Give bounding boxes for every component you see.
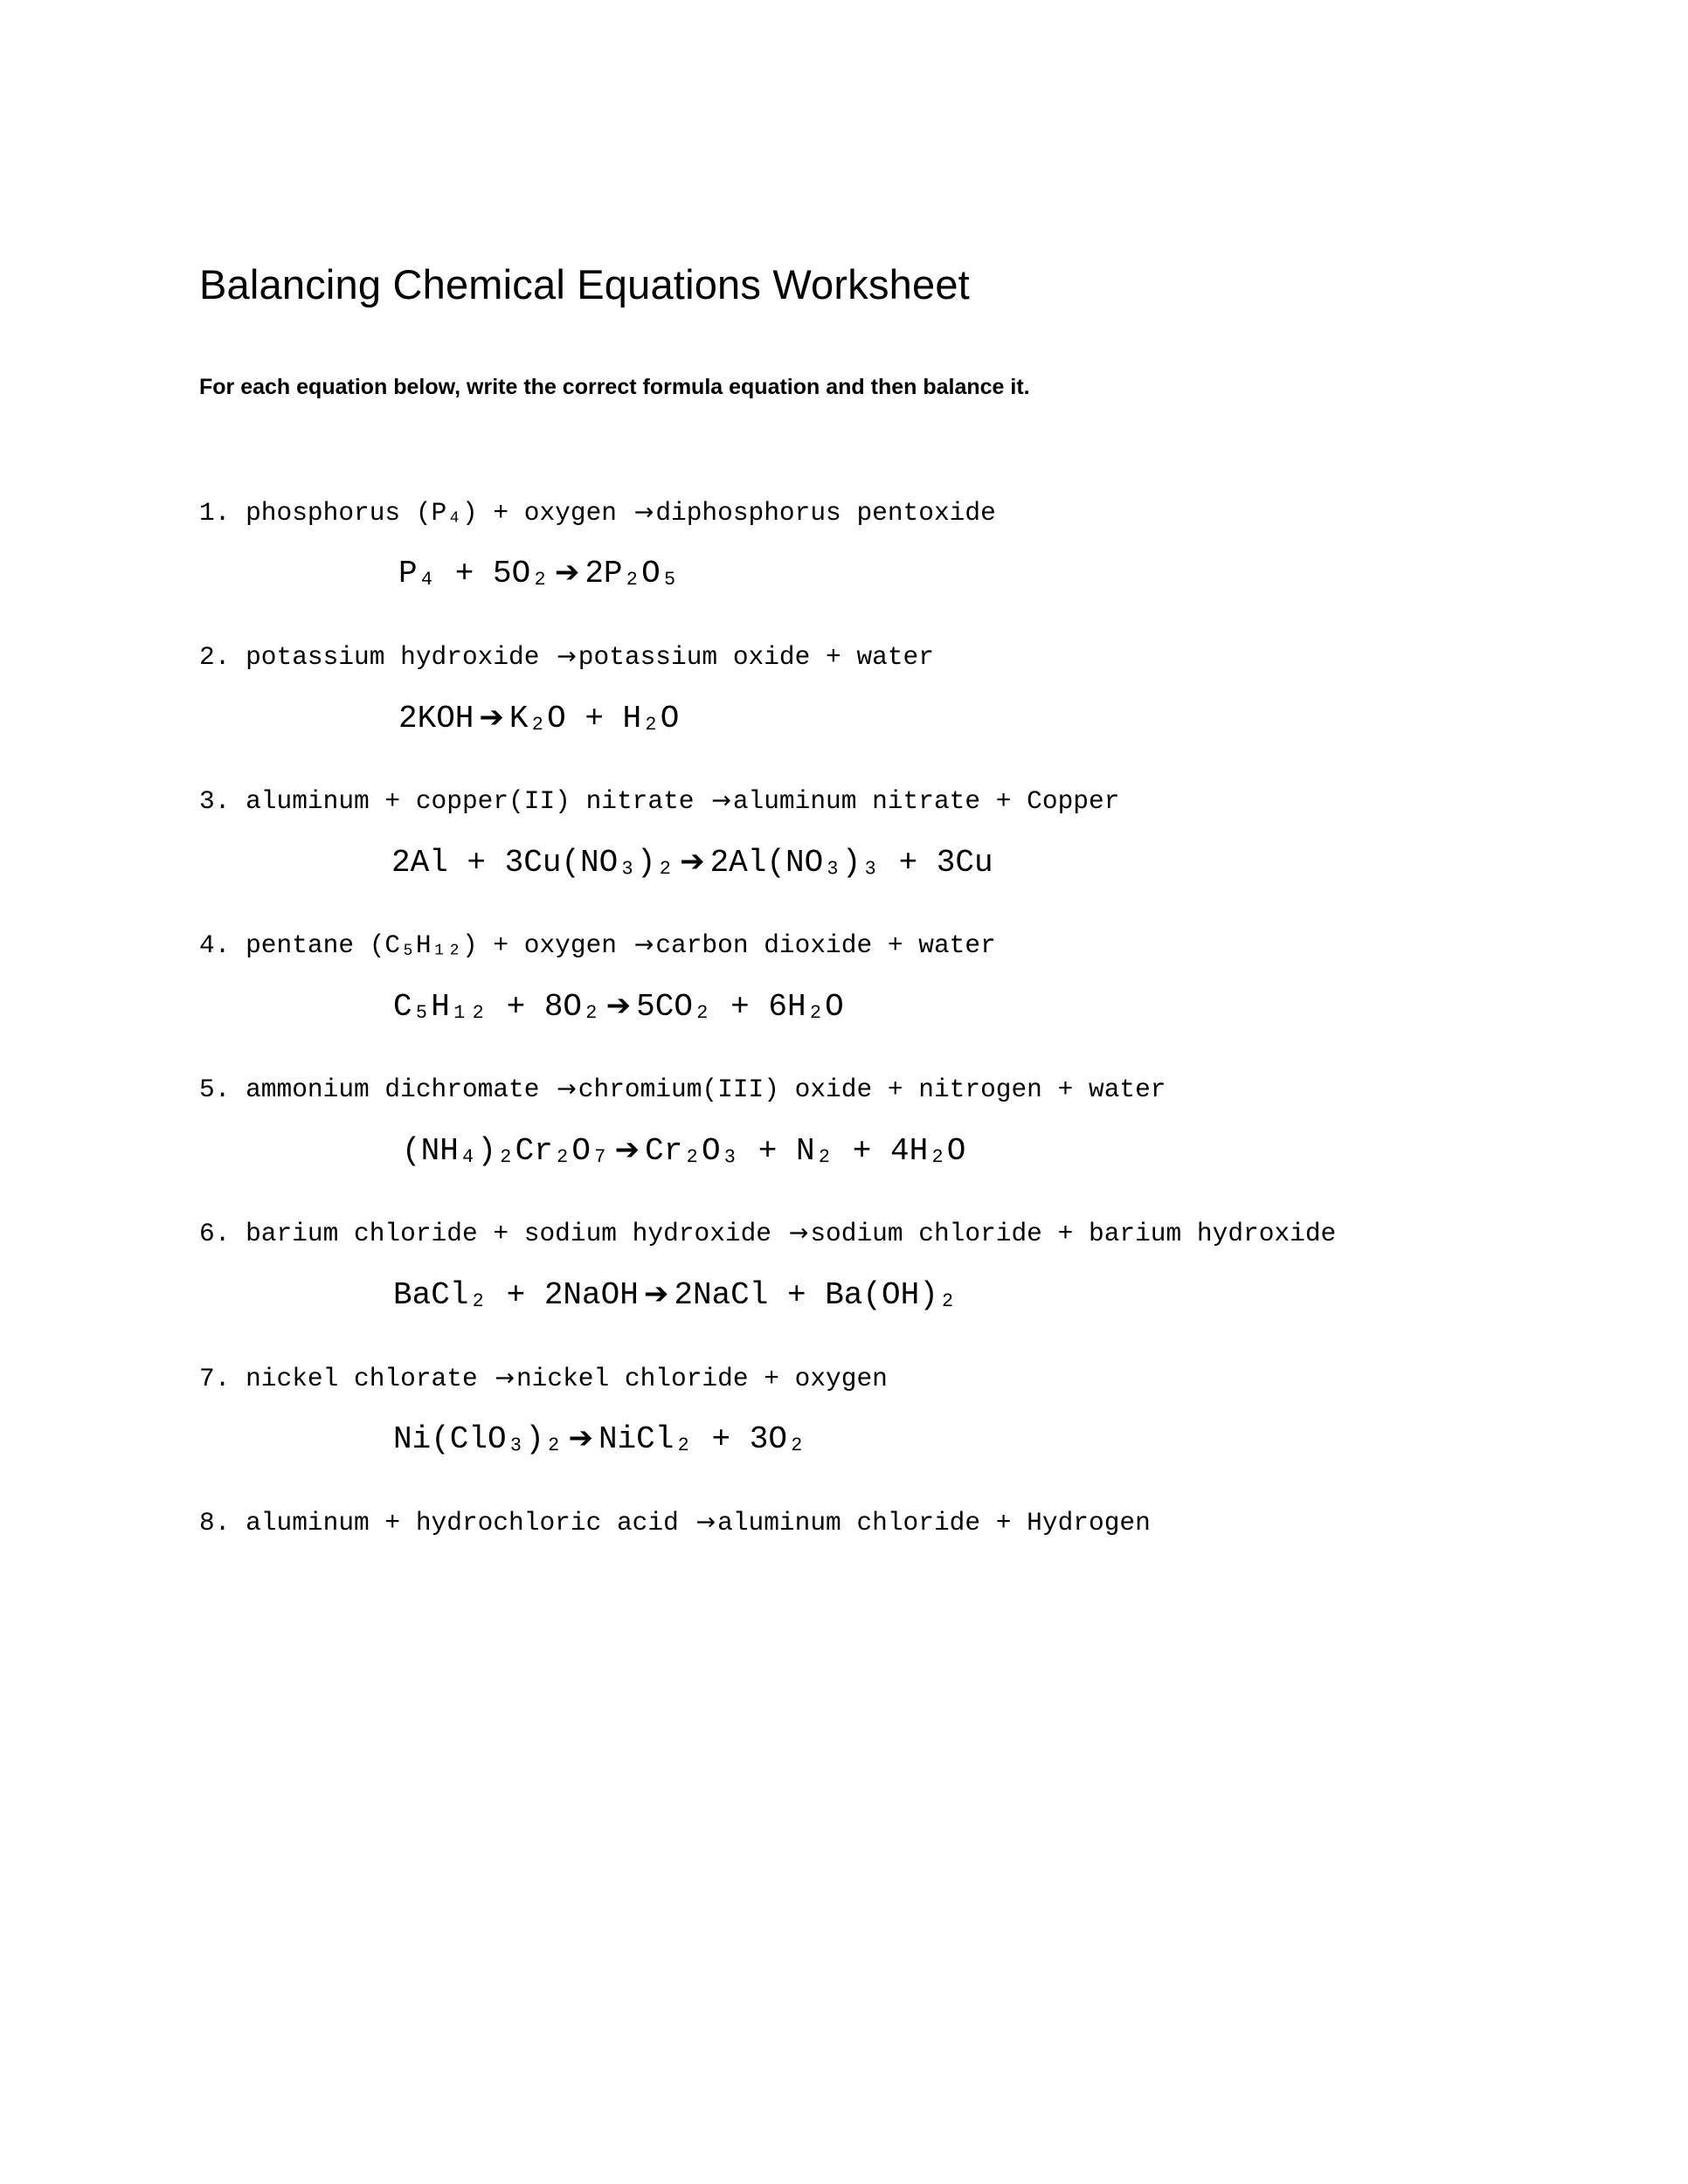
answer-right: 2Al(NO₃)₃ + 3Cu: [709, 844, 993, 881]
reaction-arrow-icon: →: [788, 1220, 809, 1248]
question-prompt: [199, 639, 1478, 676]
reaction-arrow-icon: →: [633, 498, 654, 526]
question-item: [199, 1071, 1478, 1173]
answer-left: 2Al + 3Cu(NO₃)₂: [391, 844, 675, 881]
question-prompt-after: aluminum chloride + Hydrogen: [717, 1507, 1151, 1538]
question-prompt: [199, 494, 1478, 532]
answer-left: BaCl₂ + 2NaOH: [393, 1277, 639, 1314]
question-prompt-before: aluminum + copper(II) nitrate: [246, 786, 710, 816]
answer-equation: [398, 697, 1478, 741]
answer-right: 2P₂O₅: [585, 556, 680, 592]
question-prompt-after: carbon dioxide + water: [655, 930, 996, 961]
answer-left: Ni(ClO₃)₂: [393, 1421, 564, 1458]
answer-left: 2KOH: [398, 700, 474, 736]
question-item: [199, 639, 1478, 741]
instructions-text: For each equation below, write the correct formula equation and then balance it.: [199, 374, 1030, 399]
question-item: [199, 927, 1478, 1029]
question-number: 3.: [199, 786, 231, 816]
reaction-arrow-icon: →: [695, 1508, 716, 1536]
page-title: Balancing Chemical Equations Worksheet: [199, 261, 970, 308]
question-number: 1.: [199, 497, 231, 528]
answer-left: C₅H₁₂ + 8O₂: [393, 988, 601, 1025]
answer-equation: [398, 552, 1478, 596]
question-prompt-before: barium chloride + sodium hydroxide: [246, 1219, 787, 1249]
question-prompt: [199, 1071, 1478, 1109]
question-item: [199, 783, 1478, 885]
question-prompt-after: nickel chloride + oxygen: [515, 1363, 888, 1393]
question-item: [199, 1360, 1478, 1462]
question-prompt-after: sodium chloride + barium hydroxide: [810, 1219, 1337, 1249]
question-item: [199, 494, 1478, 597]
question-prompt: [199, 1215, 1478, 1253]
yields-arrow-icon: ➔: [554, 555, 580, 591]
answer-right: 5CO₂ + 6H₂O: [636, 988, 844, 1025]
question-number: 7.: [199, 1363, 231, 1393]
answer-equation: [391, 841, 1478, 885]
question-prompt: [199, 1360, 1478, 1398]
question-number: 8.: [199, 1507, 231, 1538]
answer-equation: [393, 985, 1478, 1029]
question-prompt: [199, 783, 1478, 820]
question-number: 4.: [199, 930, 231, 961]
reaction-arrow-icon: →: [557, 642, 577, 670]
question-prompt: [199, 1504, 1478, 1542]
question-prompt-before: potassium hydroxide: [246, 641, 556, 672]
yields-arrow-icon: ➔: [614, 1132, 640, 1168]
question-prompt-before: phosphorus (P₄) + oxygen: [246, 497, 633, 528]
yields-arrow-icon: ➔: [643, 1276, 669, 1312]
question-prompt-after: chromium(III) oxide + nitrogen + water: [578, 1075, 1166, 1105]
question-prompt: [199, 927, 1478, 964]
question-prompt-before: pentane (C₅H₁₂) + oxygen: [246, 930, 633, 961]
answer-left: P₄ + 5O₂: [398, 556, 550, 592]
answer-right: 2NaCl + Ba(OH)₂: [674, 1277, 958, 1314]
question-number: 2.: [199, 641, 231, 672]
question-prompt-after: aluminum nitrate + Copper: [732, 786, 1120, 816]
question-item: [199, 1215, 1478, 1317]
question-prompt-before: nickel chlorate: [246, 1363, 494, 1393]
answer-equation: [402, 1130, 1478, 1173]
answer-equation: [393, 1418, 1478, 1462]
question-prompt-before: ammonium dichromate: [246, 1075, 556, 1105]
answer-right: Cr₂O₃ + N₂ + 4H₂O: [645, 1133, 966, 1170]
answer-equation: [393, 1274, 1478, 1317]
question-prompt-after: potassium oxide + water: [578, 641, 934, 672]
question-number: 5.: [199, 1075, 231, 1105]
answer-left: (NH₄)₂Cr₂O₇: [402, 1133, 610, 1170]
question-prompt-before: aluminum + hydrochloric acid: [246, 1507, 695, 1538]
yields-arrow-icon: ➔: [605, 987, 632, 1023]
yields-arrow-icon: ➔: [479, 699, 504, 735]
reaction-arrow-icon: →: [633, 931, 654, 959]
yields-arrow-icon: ➔: [568, 1420, 593, 1456]
question-number: 6.: [199, 1219, 231, 1249]
question-prompt-after: diphosphorus pentoxide: [655, 497, 996, 528]
yields-arrow-icon: ➔: [680, 843, 705, 879]
reaction-arrow-icon: →: [557, 1075, 577, 1103]
answer-right: NiCl₂ + 3O₂: [598, 1421, 806, 1458]
reaction-arrow-icon: →: [495, 1364, 515, 1392]
reaction-arrow-icon: →: [711, 787, 731, 814]
answer-right: K₂O + H₂O: [508, 700, 680, 736]
question-item: [199, 1504, 1478, 1542]
